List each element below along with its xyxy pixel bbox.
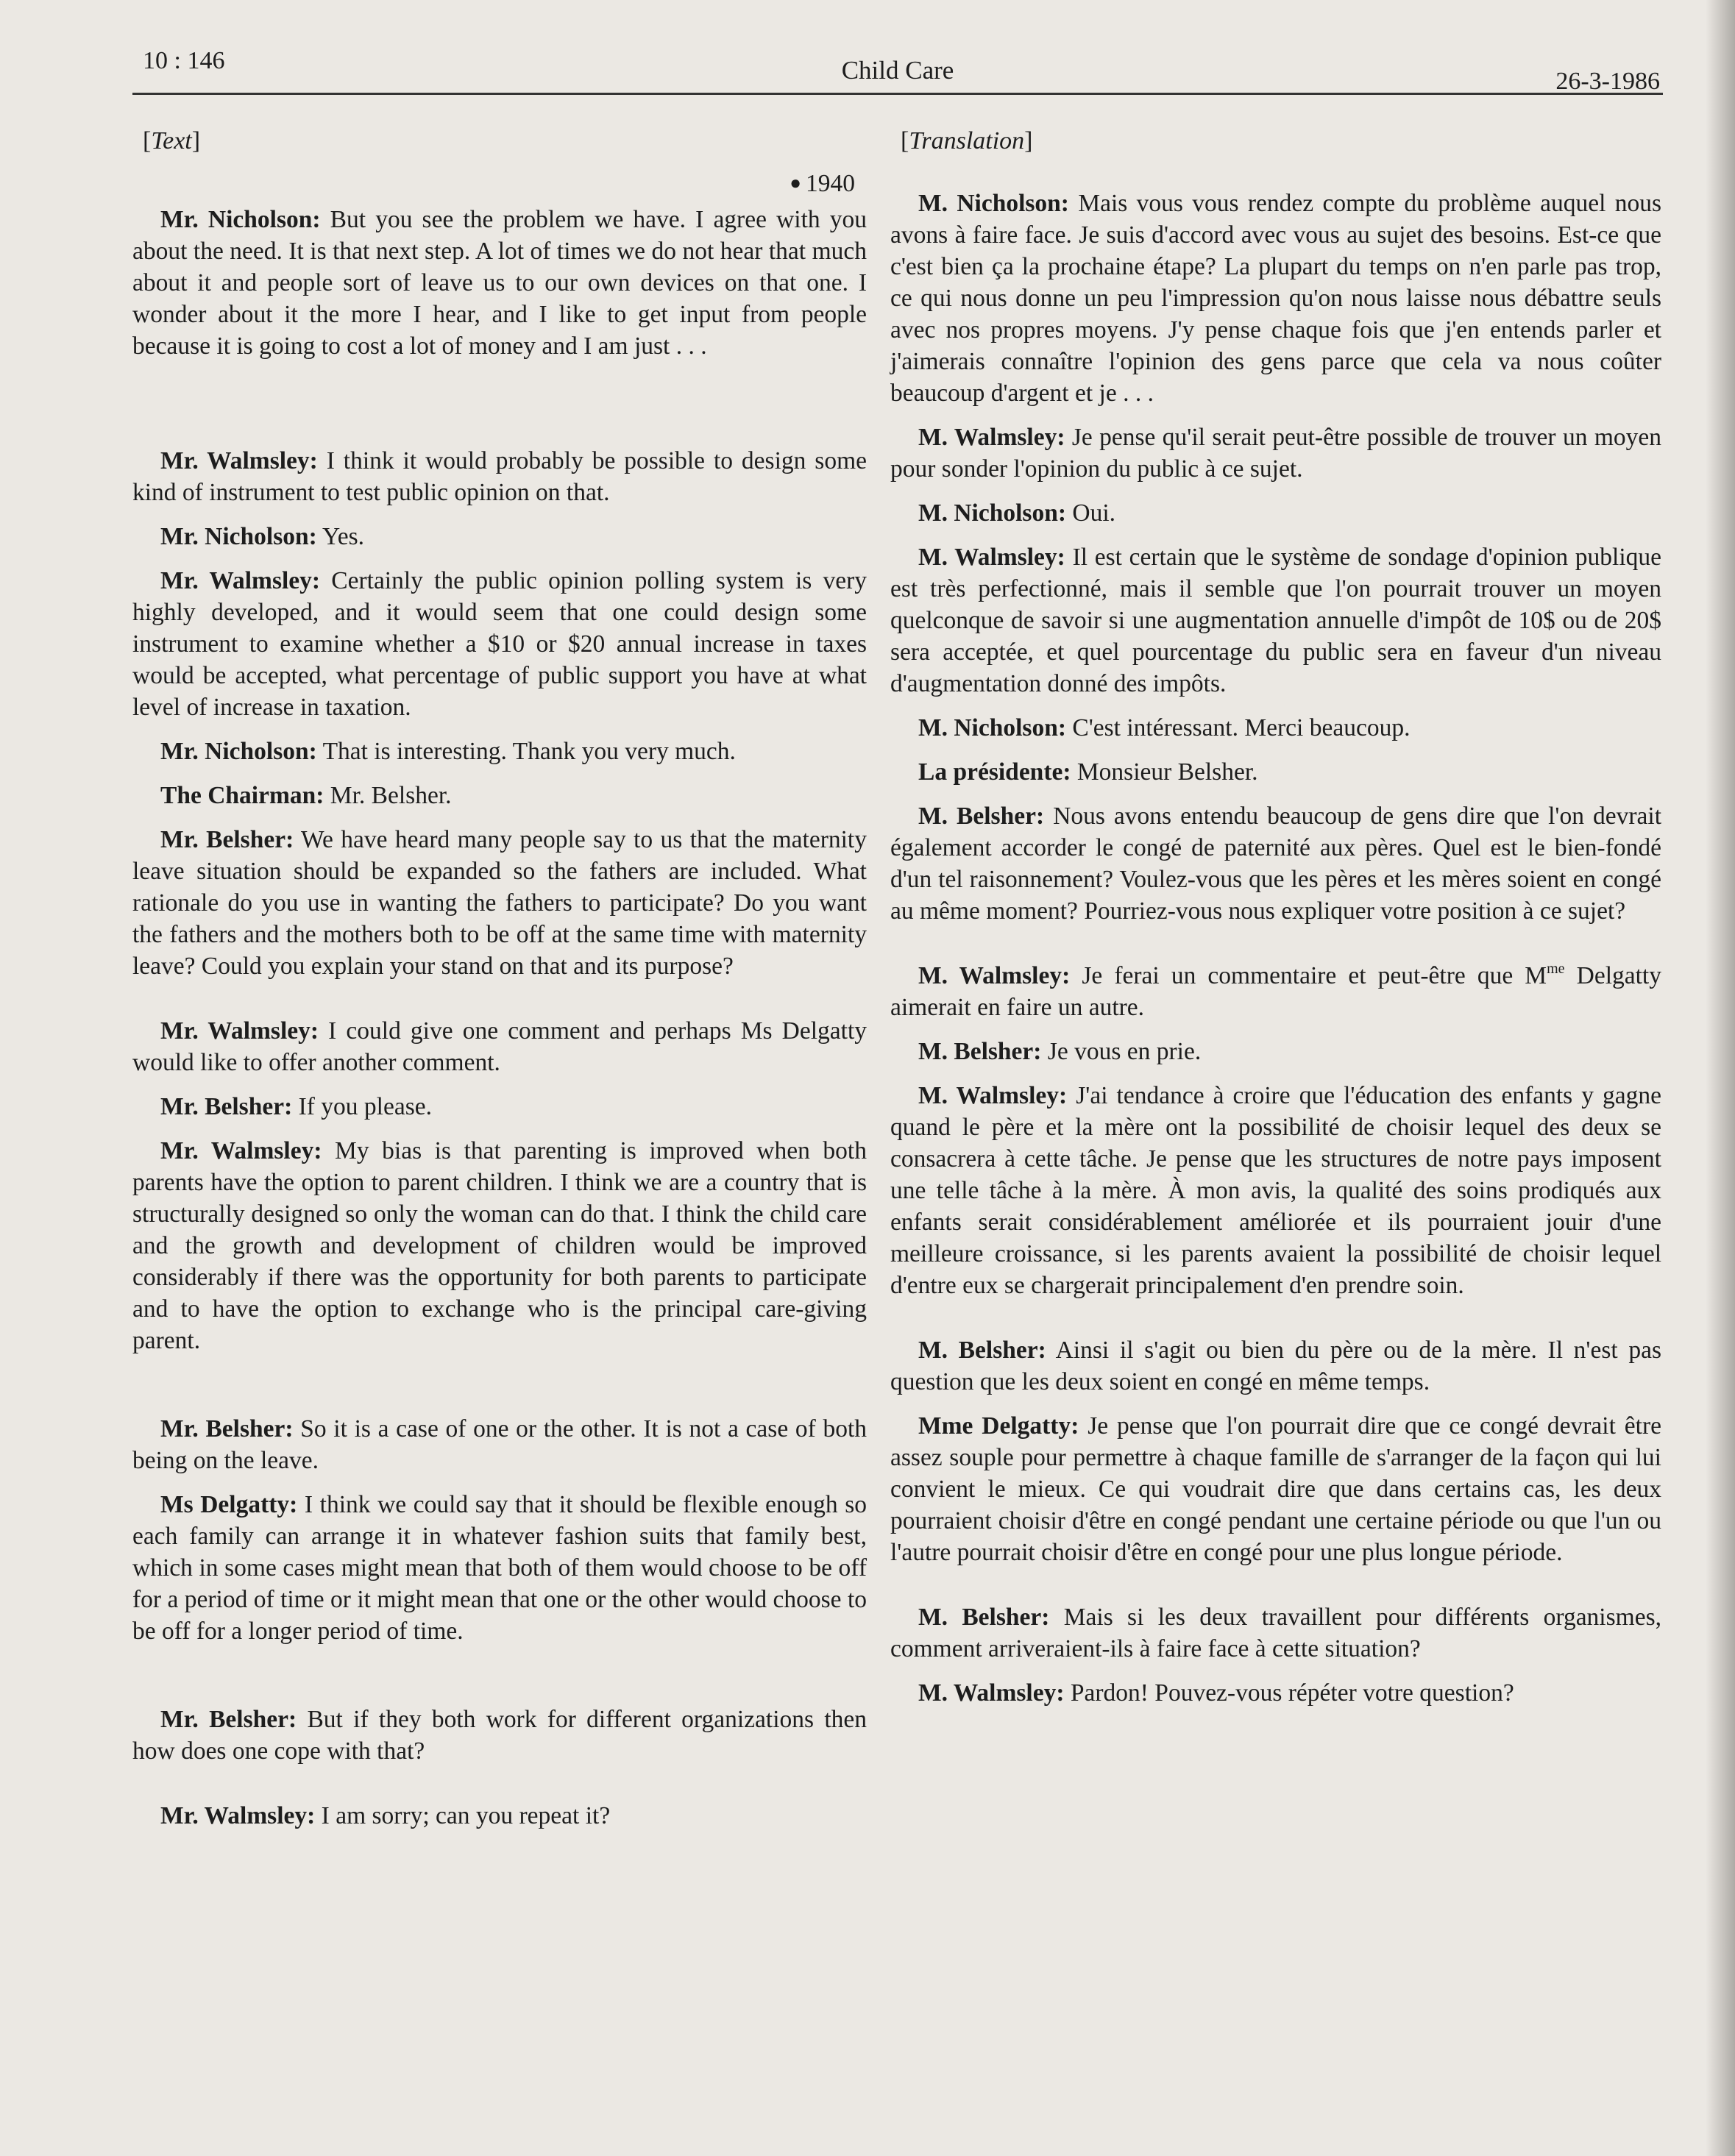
speech-text: J'ai tendance à croire que l'éducation des enfants y gagne quand le père et la mère ont la possibilité de choisir lequel des deux se consacrera à cette tâche. Je pense que les structures de notre pays imposent une telle tâche à la mère. À mon avis, la qualité des soins prodiqués aux enfants serait considérablement améliorée et ils pourraient jouir d'une meilleure croissance, si les parents avaient la possibilité de choisir lequel d'entre eux se chargerait principalement d'en prendre soin. [890,1082,1662,1299]
speech-text: I think it would probably be possible to design some kind of instrument to test public opinion on that. [132,447,867,506]
speech-text: So it is a case of one or the other. It is not a case of both being on the leave. [132,1415,868,1474]
speech-text: Yes. [322,523,365,550]
speech-text: Je pense qu'il serait peut-être possible de trouver un moyen pour sonder l'opinion du public à ce sujet. [890,424,1661,483]
speaker-name: M. Nicholson: [918,714,1066,741]
speech-paragraph [132,1800,867,1832]
speaker-name: M. Nicholson: [918,190,1069,217]
speaker-name: Ms Delgatty: [160,1491,298,1518]
speech-paragraph [132,1704,867,1767]
speaker-name: Mr. Nicholson: [160,206,321,233]
speaker-name: Mr. Nicholson: [160,738,317,765]
speech-paragraph [132,1135,867,1356]
speaker-name: Mr. Nicholson: [160,523,317,550]
speech-text: Il est certain que le système de sondage d'opinion publique est très perfectionné, mais il semble que l'on pourrait trouver un moyen quelconque de savoir si une augmentation annuelle d'impôt de 10$ ou de 20$ sera acceptée, et quel pourcentage du public sera en faveur d'un niveau d'augmentation donné des impôts. [890,544,1662,697]
speaker-name: M. Belsher: [918,803,1045,830]
speech-text: We have heard many people say to us that the maternity leave situation should be expanded so the fathers are included. What rationale do you use in wanting the fathers to participate? Do you want the fathers and the mothers both to be off at the same time with maternity leave? Could you explain your stand on that and its purpose? [132,826,867,980]
speaker-name: Mme Delgatty: [918,1412,1079,1440]
english-column [132,125,867,1844]
speech-paragraph [890,1677,1661,1709]
speech-paragraph [890,1080,1661,1301]
speech-paragraph [132,1015,867,1078]
speech-paragraph [890,188,1661,409]
speech-paragraph [890,800,1661,927]
page-reference: 10 : 146 [143,47,225,74]
speaker-name: M. Walmsley: [918,1679,1065,1707]
speech-paragraph [132,445,867,508]
speech-text: Ainsi il s'agit ou bien du père ou de la mère. Il n'est pas question que les deux soient en congé en même temps. [890,1337,1662,1395]
speaker-name: Mr. Belsher: [160,826,294,853]
speaker-name: M. Walmsley: [918,544,1065,571]
speech-paragraph [132,521,867,552]
section-label-text: [Text] [143,127,201,154]
running-title: Child Care [841,56,954,85]
page-date: 26-3-1986 [1555,68,1660,95]
speech-text: I could give one comment and perhaps Ms Delgatty would like to offer another comment. [132,1017,868,1076]
speech-paragraph: M. Walmsley: Je ferai un commentaire et peut-être que $M^{me}$ Delgatty aimerait en faire un autre. [890,961,1661,1021]
speech-paragraph [890,497,1661,529]
speaker-name: Mr. Belsher: [160,1093,293,1120]
speech-paragraph [132,1413,867,1476]
speech-text: Pardon! Pouvez-vous répéter votre question? [1070,1679,1514,1707]
speech-text: Je vous en prie. [1047,1038,1202,1065]
speaker-name: M. Walmsley: [918,962,1071,989]
speaker-name: The Chairman: [160,782,324,809]
french-column [890,125,1661,1721]
speaker-name: M. Belsher: [918,1604,1050,1631]
speech-text: C'est intéressant. Merci beaucoup. [1072,714,1411,741]
bullet-icon: ● [790,172,801,193]
speech-text: But you see the problem we have. I agree with you about the need. It is that next step. A lot of times we do not hear that much about it and people sort of leave us to our own devices on that one. I wonder about it the more I hear, and I like to get input from people because it is going to cost a lot of money and I am just . . . [132,206,867,360]
speaker-name: La présidente: [918,758,1071,786]
speech-text: Je pense que l'on pourrait dire que ce congé devrait être assez souple pour permettre à chaque famille de s'arranger de la façon qui lui convient le mieux. Ce qui voudrait dire que dans certains cas, les deux pourraient choisir d'être en congé pendant une certaine période ou que l'un ou l'autre pourrait choisir d'être en congé pour une plus longue période. [890,1412,1661,1566]
speech-paragraph [132,565,867,723]
speaker-name: M. Nicholson: [918,499,1066,527]
speech-text: I am sorry; can you repeat it? [321,1802,611,1829]
speech-paragraph [132,736,867,767]
page-edge-shadow [1706,0,1735,2156]
speech-text: If you please. [298,1093,433,1120]
section-label-translation: [Translation] [901,127,1033,154]
speech-text: Nous avons entendu beaucoup de gens dire que l'on devrait également accorder le congé de paternité aux pères. Quel est le bien-fondé d'un tel raisonnement? Voulez-vous que les pères et les mères soient en congé au même moment? Pourriez-vous nous expliquer votre position à ce sujet? [890,803,1661,925]
page-header [132,46,1663,95]
speech-paragraph [132,780,867,811]
speaker-name: Mr. Walmsley: [160,1137,322,1164]
speaker-name: Mr. Walmsley: [160,447,318,474]
speech-paragraph [132,1489,867,1647]
speech-text: Monsieur Belsher. [1076,758,1258,786]
speech-paragraph [890,1036,1661,1067]
speech-text: Je ferai un commentaire et peut-être que M [1082,962,1547,989]
speech-text: My bias is that parenting is improved when both parents have the option to parent children. I think we are a country that is structurally designed so only the woman can do that. I think the child care and the growth and development of children would be improved considerably if there was the opportunity for both parents to participate and to have the option to exchange who is the principal care-giving parent. [132,1137,867,1354]
speech-text: I think we could say that it should be flexible enough so each family can arrange it in whatever fashion suits that family best, which in some cases might mean that both of them would choose to be off for a period of time or it might mean that one or the other would choose to be off for a longer period of time. [132,1491,868,1645]
speech-text: Oui. [1072,499,1115,527]
speaker-name: Mr. Walmsley: [160,1017,319,1045]
time-marker: ● 1940 [790,170,855,197]
speaker-name: Mr. Walmsley: [160,1802,316,1829]
speech-paragraph [890,756,1661,788]
speech-text: Mais si les deux travaillent pour différents organismes, comment arriveraient-ils à faire face à cette situation? [890,1604,1661,1662]
speech-text: Mr. Belsher. [330,782,452,809]
speech-paragraph [890,421,1661,485]
speech-paragraph [890,541,1661,700]
speech-paragraph [132,1091,867,1123]
speaker-name: M. Belsher: [918,1038,1042,1065]
speech-paragraph [890,1410,1661,1568]
speaker-name: Mr. Walmsley: [160,567,321,594]
speech-text: Mais vous vous rendez compte du problème auquel nous avons à faire face. Je suis d'accord avec vous au sujet des besoins. Est-ce que c'est bien ça la prochaine étape? La plupart du temps on n'en parle pas trop, ce qui nous donne un peu l'impression qu'on nous laisse nous débattre seuls avec nos propres moyens. J'y pense chaque fois que j'en entends parler et j'aimerais connaître l'opinion des gens parce que cela va nous coûter beaucoup d'argent et je . . . [890,190,1662,407]
speech-text: But if they both work for different organizations then how does one cope with that? [132,1706,868,1765]
speech-paragraph [132,824,867,982]
speech-paragraph [890,1334,1661,1398]
speaker-name: Mr. Belsher: [160,1706,297,1733]
speech-paragraph [890,1601,1661,1665]
speech-text: Certainly the public opinion polling system is very highly developed, and it would seem that one could design some instrument to examine whether a $10 or $20 annual increase in taxes would be accepted, what percentage of public support you have at what level of increase in taxation. [132,567,867,721]
speech-text: That is interesting. Thank you very much. [322,738,736,765]
speaker-name: Mr. Belsher: [160,1415,294,1442]
speech-paragraph [132,204,867,362]
speech-paragraph [890,712,1661,744]
speaker-name: M. Walmsley: [918,1082,1068,1109]
speaker-name: M. Belsher: [918,1337,1046,1364]
speaker-name: M. Walmsley: [918,424,1065,451]
